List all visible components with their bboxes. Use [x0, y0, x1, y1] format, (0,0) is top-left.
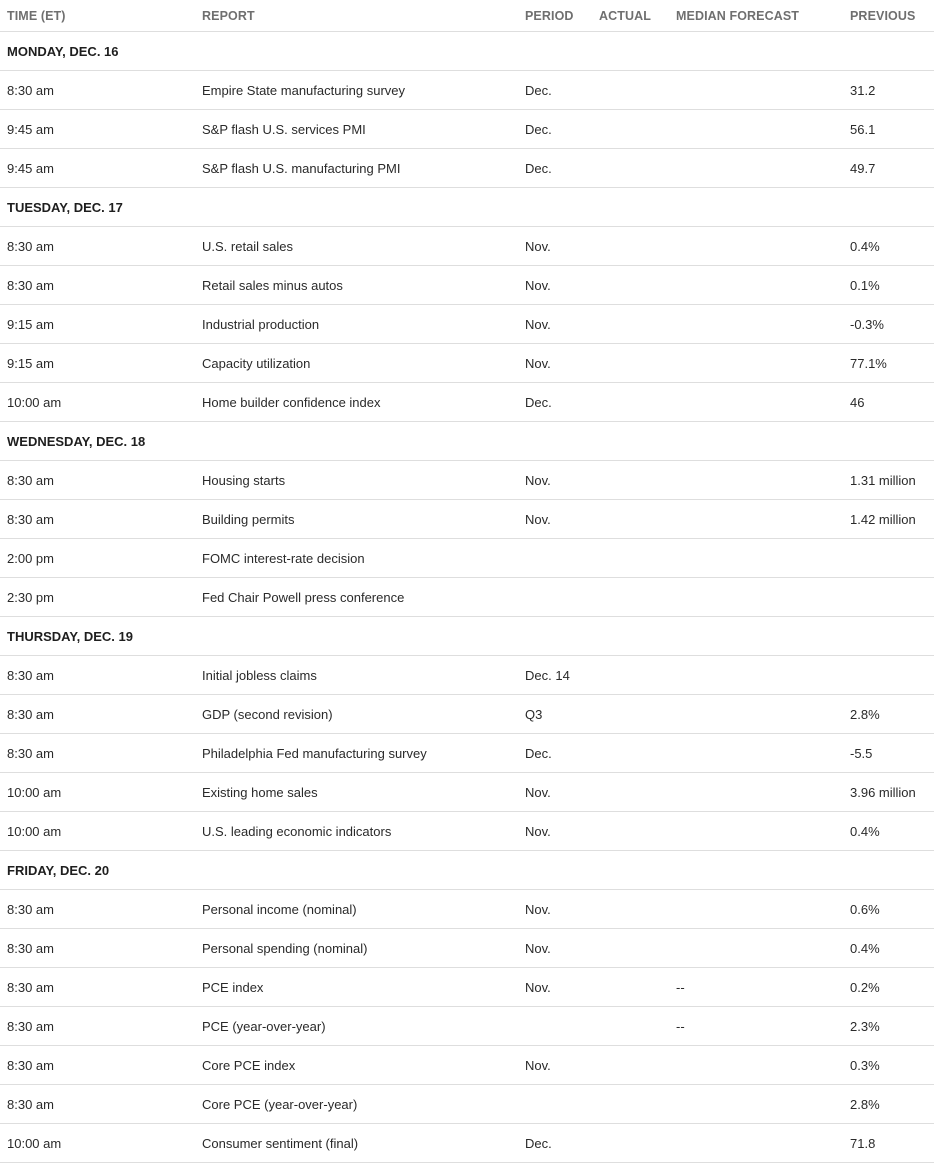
period-cell: Dec. [518, 149, 592, 188]
actual-cell [592, 812, 669, 851]
median-forecast-cell [669, 110, 843, 149]
time-cell: 8:30 am [0, 71, 195, 110]
report-cell: Fed Chair Powell press conference [195, 578, 518, 617]
previous-cell: 2.3% [843, 1007, 934, 1046]
time-cell: 8:30 am [0, 968, 195, 1007]
previous-cell: 46 [843, 383, 934, 422]
report-cell: PCE index [195, 968, 518, 1007]
table-row [0, 968, 934, 1007]
previous-cell: 1.31 million [843, 461, 934, 500]
actual-cell [592, 1085, 669, 1124]
column-header-median-forecast: MEDIAN FORECAST [669, 0, 843, 32]
report-cell: U.S. leading economic indicators [195, 812, 518, 851]
previous-cell: 0.1% [843, 266, 934, 305]
report-cell: FOMC interest-rate decision [195, 539, 518, 578]
period-cell: Nov. [518, 227, 592, 266]
period-cell [518, 578, 592, 617]
table-row [0, 500, 934, 539]
actual-cell [592, 578, 669, 617]
time-cell: 9:15 am [0, 344, 195, 383]
day-header-row [0, 617, 934, 656]
period-cell: Nov. [518, 344, 592, 383]
table-row [0, 734, 934, 773]
time-cell: 9:45 am [0, 149, 195, 188]
median-forecast-cell [669, 734, 843, 773]
table-row [0, 110, 934, 149]
previous-cell: 2.8% [843, 1085, 934, 1124]
previous-cell: 0.6% [843, 890, 934, 929]
table-row [0, 305, 934, 344]
median-forecast-cell [669, 1085, 843, 1124]
report-cell: S&P flash U.S. manufacturing PMI [195, 149, 518, 188]
time-cell: 8:30 am [0, 500, 195, 539]
table-row [0, 890, 934, 929]
actual-cell [592, 968, 669, 1007]
actual-cell [592, 929, 669, 968]
report-cell: Core PCE index [195, 1046, 518, 1085]
actual-cell [592, 149, 669, 188]
previous-cell: 2.8% [843, 695, 934, 734]
day-label: MONDAY, DEC. 16 [0, 32, 934, 71]
table-row [0, 812, 934, 851]
median-forecast-cell [669, 1046, 843, 1085]
actual-cell [592, 110, 669, 149]
report-cell: S&P flash U.S. services PMI [195, 110, 518, 149]
time-cell: 10:00 am [0, 383, 195, 422]
previous-cell: -0.3% [843, 305, 934, 344]
table-row [0, 149, 934, 188]
actual-cell [592, 305, 669, 344]
time-cell: 8:30 am [0, 461, 195, 500]
report-cell: Personal spending (nominal) [195, 929, 518, 968]
time-cell: 8:30 am [0, 656, 195, 695]
time-cell: 10:00 am [0, 812, 195, 851]
report-cell: PCE (year-over-year) [195, 1007, 518, 1046]
column-header-previous: PREVIOUS [843, 0, 934, 32]
actual-cell [592, 1046, 669, 1085]
median-forecast-cell [669, 227, 843, 266]
period-cell: Dec. [518, 110, 592, 149]
actual-cell [592, 890, 669, 929]
period-cell: Dec. 14 [518, 656, 592, 695]
previous-cell: 1.42 million [843, 500, 934, 539]
report-cell: Philadelphia Fed manufacturing survey [195, 734, 518, 773]
period-cell: Nov. [518, 1046, 592, 1085]
report-cell: Existing home sales [195, 773, 518, 812]
actual-cell [592, 500, 669, 539]
previous-cell: 77.1% [843, 344, 934, 383]
time-cell: 2:00 pm [0, 539, 195, 578]
previous-cell: -5.5 [843, 734, 934, 773]
day-label: THURSDAY, DEC. 19 [0, 617, 934, 656]
report-cell: GDP (second revision) [195, 695, 518, 734]
actual-cell [592, 1124, 669, 1163]
calendar-body [0, 32, 934, 1163]
day-label: FRIDAY, DEC. 20 [0, 851, 934, 890]
time-cell: 10:00 am [0, 1124, 195, 1163]
day-header-row [0, 851, 934, 890]
period-cell [518, 1085, 592, 1124]
actual-cell [592, 539, 669, 578]
previous-cell: 0.2% [843, 968, 934, 1007]
previous-cell [843, 578, 934, 617]
median-forecast-cell: -- [669, 968, 843, 1007]
table-row [0, 1007, 934, 1046]
table-row [0, 1124, 934, 1163]
table-row [0, 539, 934, 578]
median-forecast-cell [669, 773, 843, 812]
time-cell: 8:30 am [0, 1007, 195, 1046]
column-header-actual: ACTUAL [592, 0, 669, 32]
median-forecast-cell [669, 578, 843, 617]
previous-cell: 56.1 [843, 110, 934, 149]
actual-cell [592, 227, 669, 266]
time-cell: 8:30 am [0, 734, 195, 773]
time-cell: 2:30 pm [0, 578, 195, 617]
actual-cell [592, 344, 669, 383]
period-cell: Nov. [518, 812, 592, 851]
period-cell: Nov. [518, 266, 592, 305]
previous-cell: 31.2 [843, 71, 934, 110]
day-header-row [0, 32, 934, 71]
median-forecast-cell [669, 890, 843, 929]
median-forecast-cell [669, 539, 843, 578]
report-cell: Industrial production [195, 305, 518, 344]
period-cell: Dec. [518, 1124, 592, 1163]
report-cell: Personal income (nominal) [195, 890, 518, 929]
median-forecast-cell [669, 1124, 843, 1163]
actual-cell [592, 734, 669, 773]
period-cell: Nov. [518, 773, 592, 812]
table-row [0, 929, 934, 968]
median-forecast-cell [669, 149, 843, 188]
actual-cell [592, 383, 669, 422]
table-row [0, 227, 934, 266]
period-cell: Nov. [518, 461, 592, 500]
report-cell: Capacity utilization [195, 344, 518, 383]
time-cell: 8:30 am [0, 1046, 195, 1085]
time-cell: 10:00 am [0, 773, 195, 812]
day-header-row [0, 188, 934, 227]
table-row [0, 266, 934, 305]
median-forecast-cell [669, 71, 843, 110]
report-cell: Home builder confidence index [195, 383, 518, 422]
day-header-row [0, 422, 934, 461]
period-cell: Dec. [518, 383, 592, 422]
time-cell: 9:45 am [0, 110, 195, 149]
time-cell: 9:15 am [0, 305, 195, 344]
period-cell: Nov. [518, 890, 592, 929]
actual-cell [592, 71, 669, 110]
period-cell: Dec. [518, 71, 592, 110]
median-forecast-cell: -- [669, 1007, 843, 1046]
period-cell: Dec. [518, 734, 592, 773]
median-forecast-cell [669, 695, 843, 734]
table-row [0, 1046, 934, 1085]
median-forecast-cell [669, 812, 843, 851]
period-cell: Nov. [518, 500, 592, 539]
previous-cell: 0.4% [843, 812, 934, 851]
time-cell: 8:30 am [0, 890, 195, 929]
previous-cell: 71.8 [843, 1124, 934, 1163]
median-forecast-cell [669, 305, 843, 344]
day-label: WEDNESDAY, DEC. 18 [0, 422, 934, 461]
previous-cell [843, 656, 934, 695]
previous-cell: 49.7 [843, 149, 934, 188]
report-cell: Retail sales minus autos [195, 266, 518, 305]
actual-cell [592, 461, 669, 500]
median-forecast-cell [669, 383, 843, 422]
table-row [0, 656, 934, 695]
previous-cell: 3.96 million [843, 773, 934, 812]
period-cell: Nov. [518, 968, 592, 1007]
column-header-period: PERIOD [518, 0, 592, 32]
time-cell: 8:30 am [0, 695, 195, 734]
table-row [0, 773, 934, 812]
median-forecast-cell [669, 500, 843, 539]
time-cell: 8:30 am [0, 1085, 195, 1124]
report-cell: Housing starts [195, 461, 518, 500]
table-row [0, 578, 934, 617]
median-forecast-cell [669, 929, 843, 968]
actual-cell [592, 1007, 669, 1046]
table-row [0, 71, 934, 110]
actual-cell [592, 695, 669, 734]
median-forecast-cell [669, 461, 843, 500]
report-cell: Building permits [195, 500, 518, 539]
time-cell: 8:30 am [0, 929, 195, 968]
report-cell: Core PCE (year-over-year) [195, 1085, 518, 1124]
period-cell [518, 1007, 592, 1046]
column-header-report: REPORT [195, 0, 518, 32]
actual-cell [592, 266, 669, 305]
period-cell [518, 539, 592, 578]
median-forecast-cell [669, 344, 843, 383]
previous-cell: 0.4% [843, 227, 934, 266]
actual-cell [592, 656, 669, 695]
actual-cell [592, 773, 669, 812]
report-cell: U.S. retail sales [195, 227, 518, 266]
time-cell: 8:30 am [0, 266, 195, 305]
period-cell: Q3 [518, 695, 592, 734]
previous-cell: 0.4% [843, 929, 934, 968]
table-row [0, 1085, 934, 1124]
report-cell: Consumer sentiment (final) [195, 1124, 518, 1163]
table-row [0, 461, 934, 500]
previous-cell: 0.3% [843, 1046, 934, 1085]
report-cell: Initial jobless claims [195, 656, 518, 695]
table-header-row [0, 0, 934, 32]
table-row [0, 344, 934, 383]
median-forecast-cell [669, 266, 843, 305]
period-cell: Nov. [518, 929, 592, 968]
median-forecast-cell [669, 656, 843, 695]
time-cell: 8:30 am [0, 227, 195, 266]
table-row [0, 695, 934, 734]
period-cell: Nov. [518, 305, 592, 344]
previous-cell [843, 539, 934, 578]
day-label: TUESDAY, DEC. 17 [0, 188, 934, 227]
report-cell: Empire State manufacturing survey [195, 71, 518, 110]
column-header-time: TIME (ET) [0, 0, 195, 32]
table-row [0, 383, 934, 422]
